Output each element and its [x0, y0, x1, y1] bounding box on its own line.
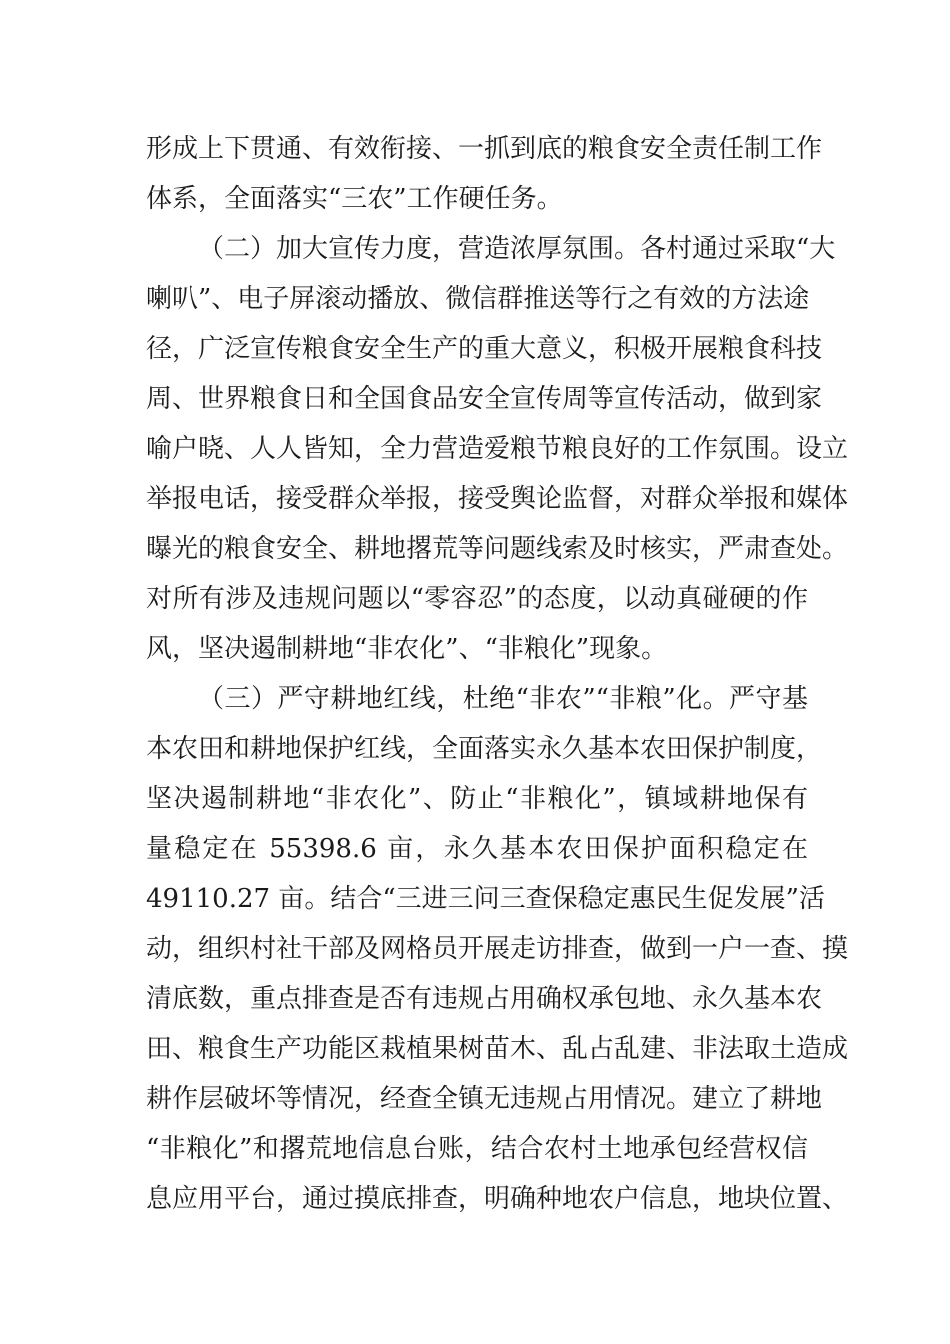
text-line: 喻户晓、人人皆知，全力营造爱粮节粮良好的工作氛围。设立	[146, 434, 849, 464]
text-line: 坚决遏制耕地“非农化”、防止“非粮化”，镇域耕地保有	[146, 784, 808, 814]
text-line: 本农田和耕地保护红线，全面落实永久基本农田保护制度，	[146, 734, 823, 764]
text-line: 动，组织村社干部及网格员开展走访排查，做到一户一查、摸	[146, 934, 849, 964]
text-line: 体系，全面落实“三农”工作硬任务。	[146, 184, 563, 214]
text-line: 曝光的粮食安全、耕地撂荒等问题线索及时核实，严肃查处。	[146, 534, 849, 564]
text-line: 清底数，重点排查是否有违规占用确权承包地、永久基本农	[146, 984, 823, 1014]
text-line: 径，广泛宣传粮食安全生产的重大意义，积极开展粮食科技	[146, 334, 823, 364]
text-line: 形成上下贯通、有效衔接、一抓到底的粮食安全责任制工作	[146, 134, 823, 164]
text-line: 喇叭”、电子屏滚动播放、微信群推送等行之有效的方法途	[146, 284, 810, 314]
text-line: 风，坚决遏制耕地“非农化”、“非粮化”现象。	[146, 634, 668, 664]
text-line: 周、世界粮食日和全国食品安全宣传周等宣传活动，做到家	[146, 384, 823, 414]
text-line: 49110.27 亩。结合“三进三问三查保稳定惠民生促发展”活	[146, 884, 825, 914]
text-line: 耕作层破坏等情况，经查全镇无违规占用情况。建立了耕地	[146, 1084, 823, 1114]
text-line: 田、粮食生产功能区栽植果树苗木、乱占乱建、非法取土造成	[146, 1034, 849, 1064]
text-line: 对所有涉及违规问题以“零容忍”的态度，以动真碰硬的作	[146, 584, 808, 614]
text-line: （二）加大宣传力度，营造浓厚氛围。各村通过采取“大	[198, 234, 836, 264]
text-line: 量稳定在 55398.6 亩，永久基本农田保护面积稳定在	[146, 834, 808, 864]
text-line: 举报电话，接受群众举报，接受舆论监督，对群众举报和媒体	[146, 484, 849, 514]
text-line: 息应用平台，通过摸底排查，明确种地农户信息，地块位置、	[146, 1184, 849, 1214]
text-line: “非粮化”和撂荒地信息台账，结合农村土地承包经营权信	[146, 1134, 808, 1164]
text-line: （三）严守耕地红线，杜绝“非农”“非粮”化。严守基	[198, 684, 808, 714]
